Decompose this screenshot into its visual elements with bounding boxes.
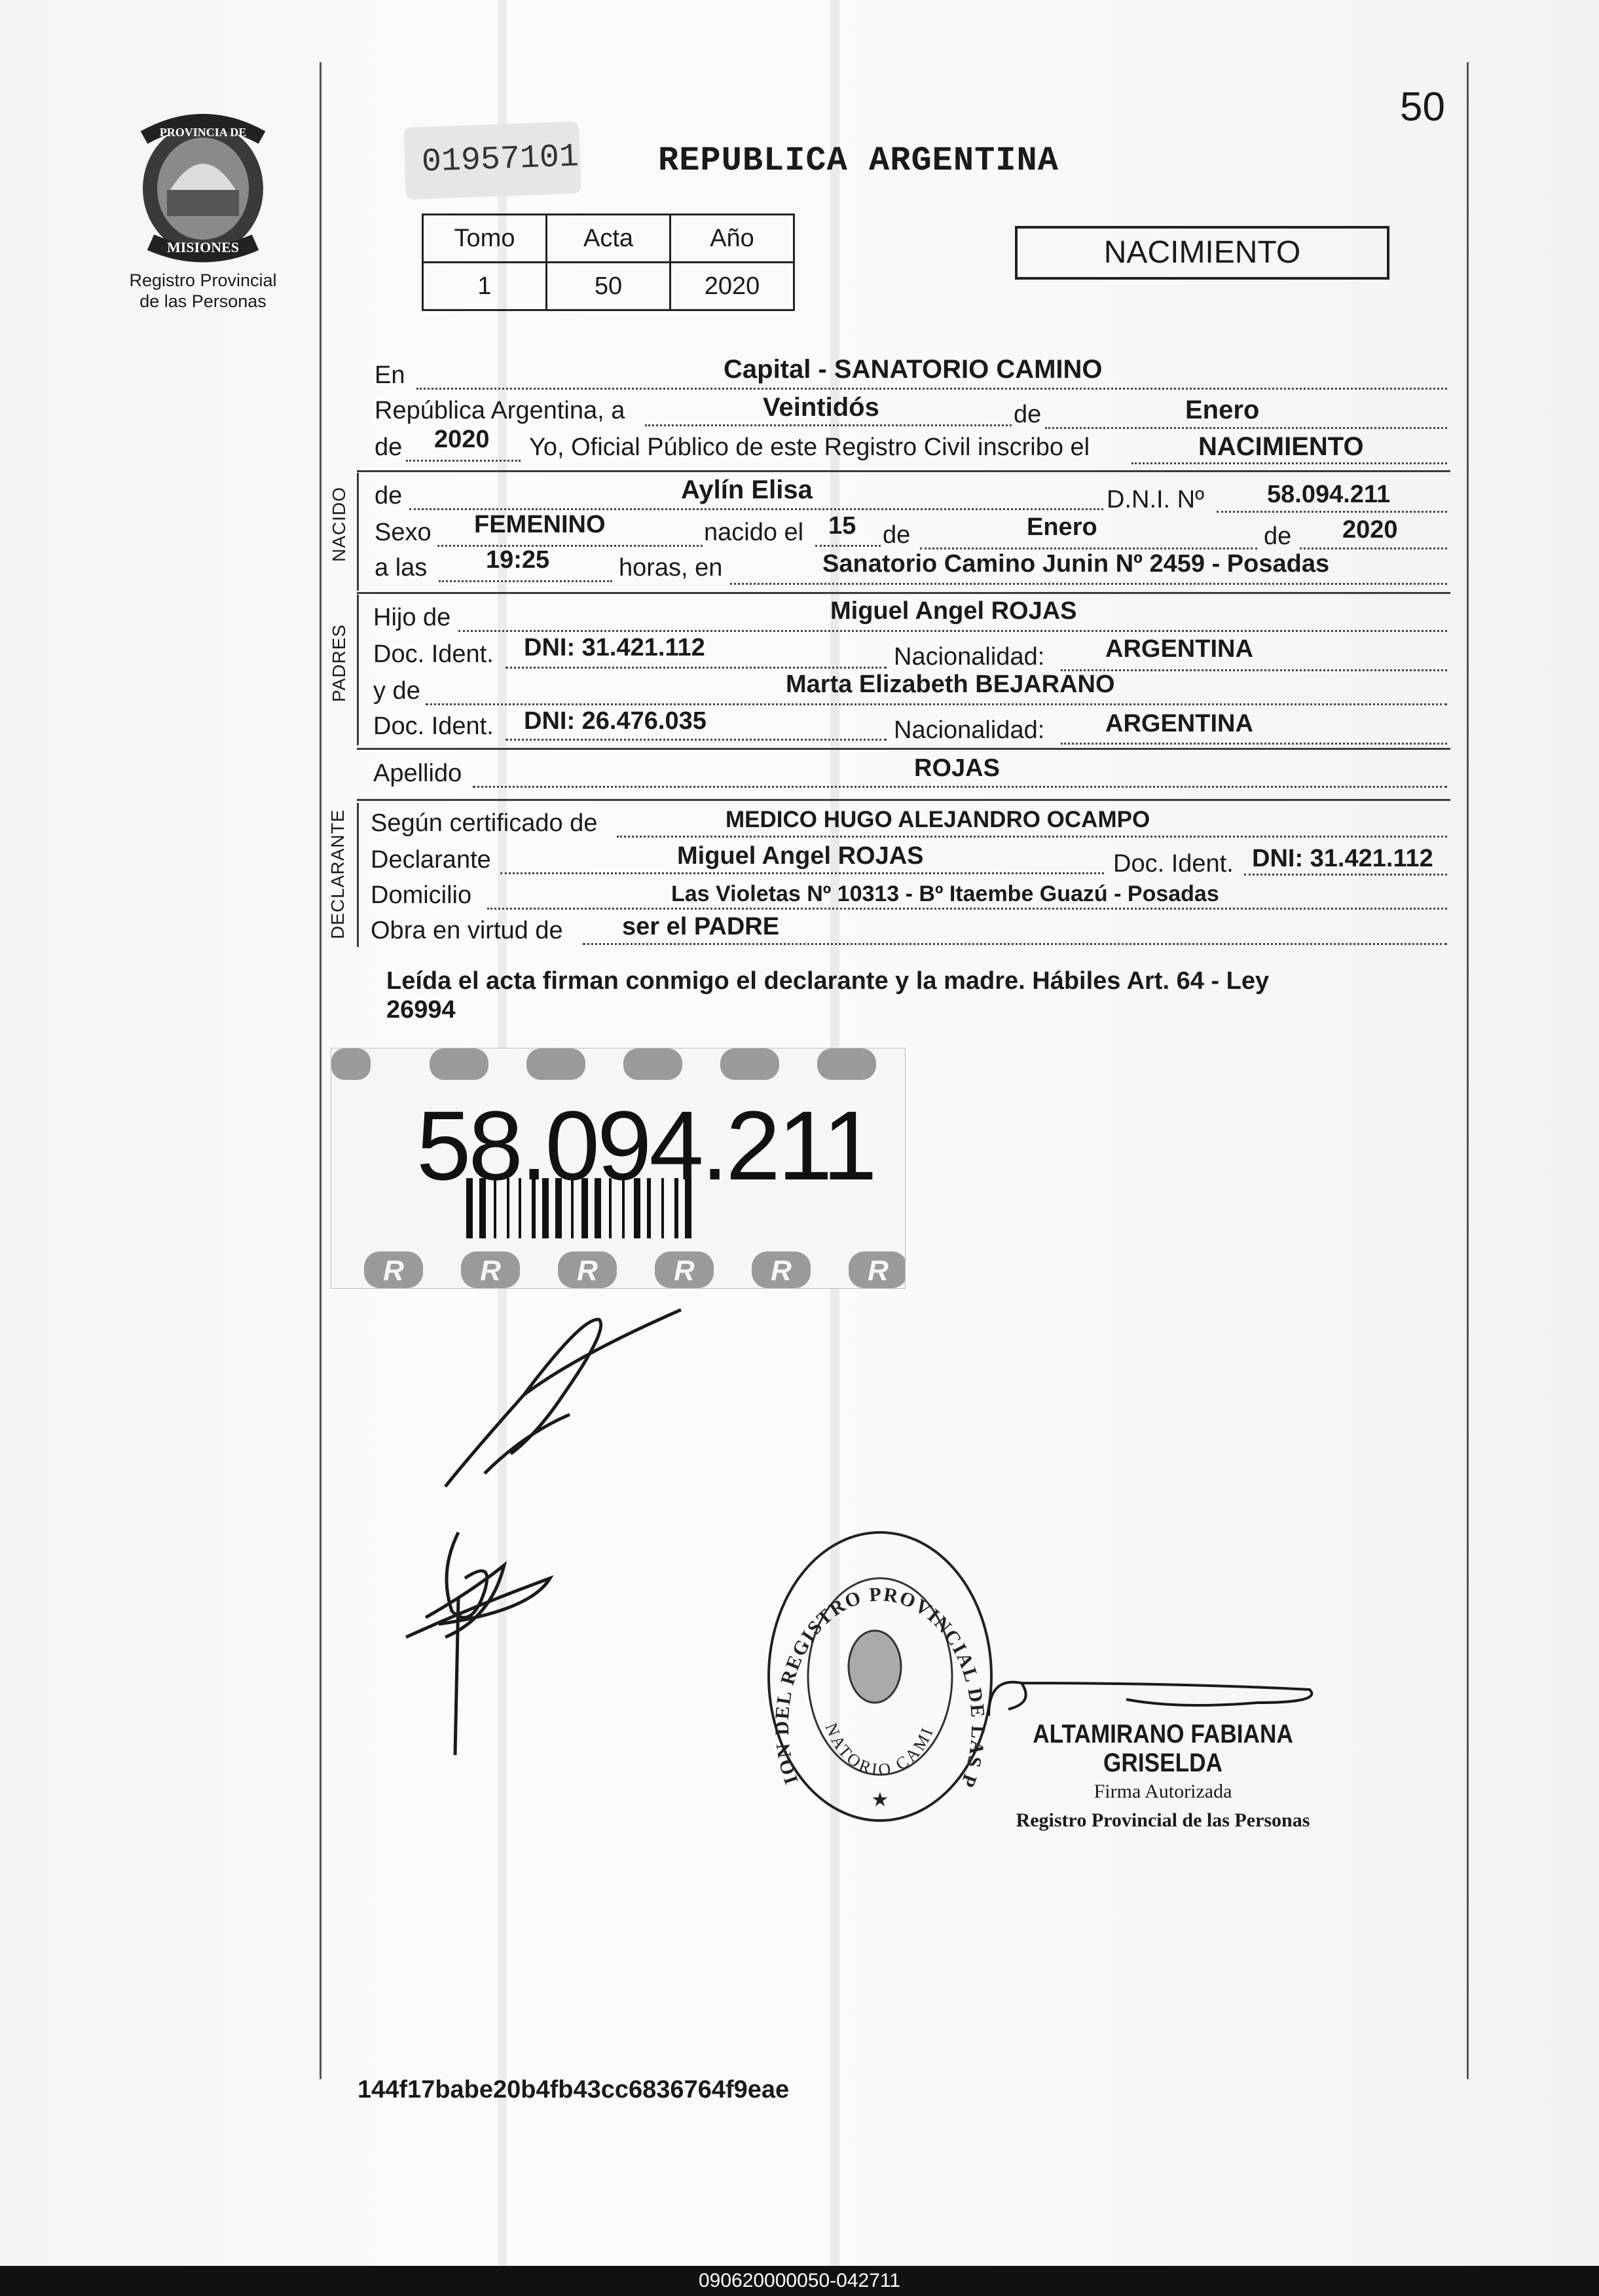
value-place: Capital - SANATORIO CAMINO xyxy=(724,355,1103,384)
serial-label xyxy=(403,121,581,199)
dotted-line xyxy=(1061,669,1447,671)
value-birth-day: 15 xyxy=(828,512,856,540)
label-doc-ident-3: Doc. Ident. xyxy=(1113,850,1234,878)
value-declarant-doc: DNI: 31.421.112 xyxy=(1252,845,1433,872)
dotted-line xyxy=(473,786,1447,788)
label-de-day: de xyxy=(883,521,911,549)
dotted-line xyxy=(416,388,1447,390)
closing-statement: Leída el acta firman conmigo el declarante y la madre. Hábiles Art. 64 - Ley 26994 xyxy=(386,967,1270,1024)
table-value-ano: 2020 xyxy=(671,263,794,310)
page-number: 50 xyxy=(1400,84,1445,130)
label-de-name: de xyxy=(375,482,403,509)
label-domicilio: Domicilio xyxy=(371,881,472,909)
record-type-box: NACIMIENTO xyxy=(1015,226,1389,280)
registry-table xyxy=(422,213,795,311)
label-horas-en: horas, en xyxy=(619,554,723,582)
barcode-sticker xyxy=(331,1048,906,1289)
value-father-doc: DNI: 31.421.112 xyxy=(524,634,705,661)
label-nacionalidad-1: Nacionalidad: xyxy=(894,643,1045,671)
section-label-nacido: NACIDO xyxy=(329,487,349,562)
label-sexo: Sexo xyxy=(375,519,432,546)
mother-signature xyxy=(399,1519,563,1768)
dotted-line xyxy=(458,630,1447,632)
dotted-line xyxy=(583,943,1447,945)
official-org: Registro Provincial de las Personas xyxy=(1016,1809,1310,1831)
value-record: NACIMIENTO xyxy=(1198,432,1364,461)
section-bracket xyxy=(357,473,359,591)
svg-text:R: R xyxy=(480,1255,501,1287)
value-birth-place: Sanatorio Camino Junin Nº 2459 - Posadas xyxy=(822,550,1330,578)
section-divider xyxy=(357,470,1450,472)
value-child-dni: 58.094.211 xyxy=(1267,481,1391,508)
svg-text:MISIONES: MISIONES xyxy=(166,239,240,255)
label-y-de: y de xyxy=(373,677,420,705)
value-day-words: Veintidós xyxy=(763,393,879,422)
value-mother-name: Marta Elizabeth BEJARANO xyxy=(786,671,1115,698)
barcode-number: 58.094.211 xyxy=(416,1090,875,1200)
svg-text:★: ★ xyxy=(871,1789,889,1811)
svg-text:PROVINCIA DE: PROVINCIA DE xyxy=(159,126,247,139)
value-child-name: Aylín Elisa xyxy=(681,475,813,504)
dotted-line xyxy=(1244,874,1447,876)
svg-text:R: R xyxy=(577,1255,598,1287)
value-father-nat: ARGENTINA xyxy=(1105,635,1253,663)
label-a-las: a las xyxy=(375,554,428,582)
label-obra: Obra en virtud de xyxy=(371,917,563,944)
section-divider xyxy=(357,799,1450,801)
label-apellido: Apellido xyxy=(373,760,462,787)
official-signature-block xyxy=(986,1720,1340,1835)
logo-caption: Registro Provincial de las Personas xyxy=(129,270,277,311)
dotted-line xyxy=(439,580,612,582)
section-bracket xyxy=(357,595,359,745)
dotted-line xyxy=(409,508,1103,510)
table-header-ano: Año xyxy=(671,215,794,263)
right-margin-line xyxy=(1467,62,1469,2079)
dotted-line xyxy=(645,424,1012,426)
dotted-line xyxy=(617,836,1447,838)
dotted-line xyxy=(1061,743,1447,745)
official-name: ALTAMIRANO FABIANA GRISELDA xyxy=(1033,1720,1293,1777)
dotted-line xyxy=(426,703,1447,705)
label-de-year: de xyxy=(375,434,403,461)
dotted-line xyxy=(1217,511,1447,513)
label-en: En xyxy=(375,361,405,389)
value-mother-nat: ARGENTINA xyxy=(1105,710,1253,737)
value-birth-year: 2020 xyxy=(1342,516,1398,544)
official-seal xyxy=(762,1526,998,1827)
label-nacido-el: nacido el xyxy=(704,519,804,546)
svg-text:R: R xyxy=(674,1255,695,1287)
value-certificate: MEDICO HUGO ALEJANDRO OCAMPO xyxy=(726,807,1150,832)
official-role: Firma Autorizada xyxy=(1094,1781,1232,1802)
serial-number: 01957101 xyxy=(421,138,579,181)
value-sex: FEMENINO xyxy=(474,511,606,538)
value-by-virtue: ser el PADRE xyxy=(622,913,780,940)
table-header-acta: Acta xyxy=(547,215,671,263)
official-signature xyxy=(982,1663,1323,1722)
section-bracket xyxy=(357,803,359,947)
svg-text:R: R xyxy=(383,1255,404,1287)
label-segun-cert: Según certificado de xyxy=(371,809,598,837)
label-nacionalidad-2: Nacionalidad: xyxy=(894,716,1045,744)
value-mother-doc: DNI: 26.476.035 xyxy=(524,707,707,735)
svg-text:SANATORIO CAMINO: NATORIO CAMI xyxy=(821,1720,938,1780)
dotted-line xyxy=(437,545,703,547)
section-label-declarante: DECLARANTE xyxy=(327,809,348,939)
label-dni: D.N.I. Nº xyxy=(1107,486,1204,513)
label-doc-ident-2: Doc. Ident. xyxy=(373,713,494,740)
svg-text:R: R xyxy=(771,1255,792,1287)
value-birth-time: 19:25 xyxy=(486,546,550,574)
dotted-line xyxy=(505,667,887,669)
svg-text:DELEGACION DEL REGISTRO PROVIN: ION DEL REGISTRO PROVINCIAL DE LAS P xyxy=(771,1583,989,1792)
declarant-signature xyxy=(432,1303,694,1500)
table-value-acta: 50 xyxy=(547,263,671,310)
value-address: Las Violetas Nº 10313 - Bº Itaembe Guazú - Posadas xyxy=(671,881,1219,906)
dotted-line xyxy=(1045,427,1447,429)
country-title: REPUBLICA ARGENTINA xyxy=(658,141,1059,180)
section-label-padres: PADRES xyxy=(329,623,349,702)
dotted-line xyxy=(920,547,1257,549)
dotted-line xyxy=(487,908,1447,910)
value-year: 2020 xyxy=(434,426,490,453)
value-father-name: Miguel Angel ROJAS xyxy=(830,597,1077,625)
dotted-line xyxy=(505,739,887,741)
table-value-tomo: 1 xyxy=(423,263,547,310)
dotted-line xyxy=(500,872,1104,874)
value-surname: ROJAS xyxy=(914,754,1000,782)
value-month: Enero xyxy=(1185,396,1260,424)
dotted-line xyxy=(1300,547,1447,549)
label-de-month: de xyxy=(1014,401,1042,428)
label-declarante: Declarante xyxy=(371,846,491,874)
label-republica: República Argentina, a xyxy=(375,397,625,424)
section-divider xyxy=(357,748,1450,750)
section-divider xyxy=(357,592,1450,594)
value-birth-month: Enero xyxy=(1027,513,1097,541)
dotted-line xyxy=(406,460,521,462)
hash-code: 144f17babe20b4fb43cc6836764f9eae xyxy=(358,2076,790,2103)
dotted-line xyxy=(815,545,881,547)
left-margin-line xyxy=(320,62,322,2079)
dotted-line xyxy=(730,583,1447,585)
svg-text:R: R xyxy=(868,1255,889,1287)
footer-code: 090620000050-042711 xyxy=(0,2266,1599,2296)
dotted-line xyxy=(1131,462,1447,464)
label-de-year2: de xyxy=(1264,523,1292,550)
label-yo-oficial: Yo, Oficial Público de este Registro Civil inscribo el xyxy=(529,434,1090,461)
label-hijo-de: Hijo de xyxy=(373,604,451,631)
value-declarant: Miguel Angel ROJAS xyxy=(677,842,924,870)
province-logo xyxy=(131,111,275,268)
table-header-tomo: Tomo xyxy=(423,215,547,263)
label-doc-ident-1: Doc. Ident. xyxy=(373,640,494,668)
